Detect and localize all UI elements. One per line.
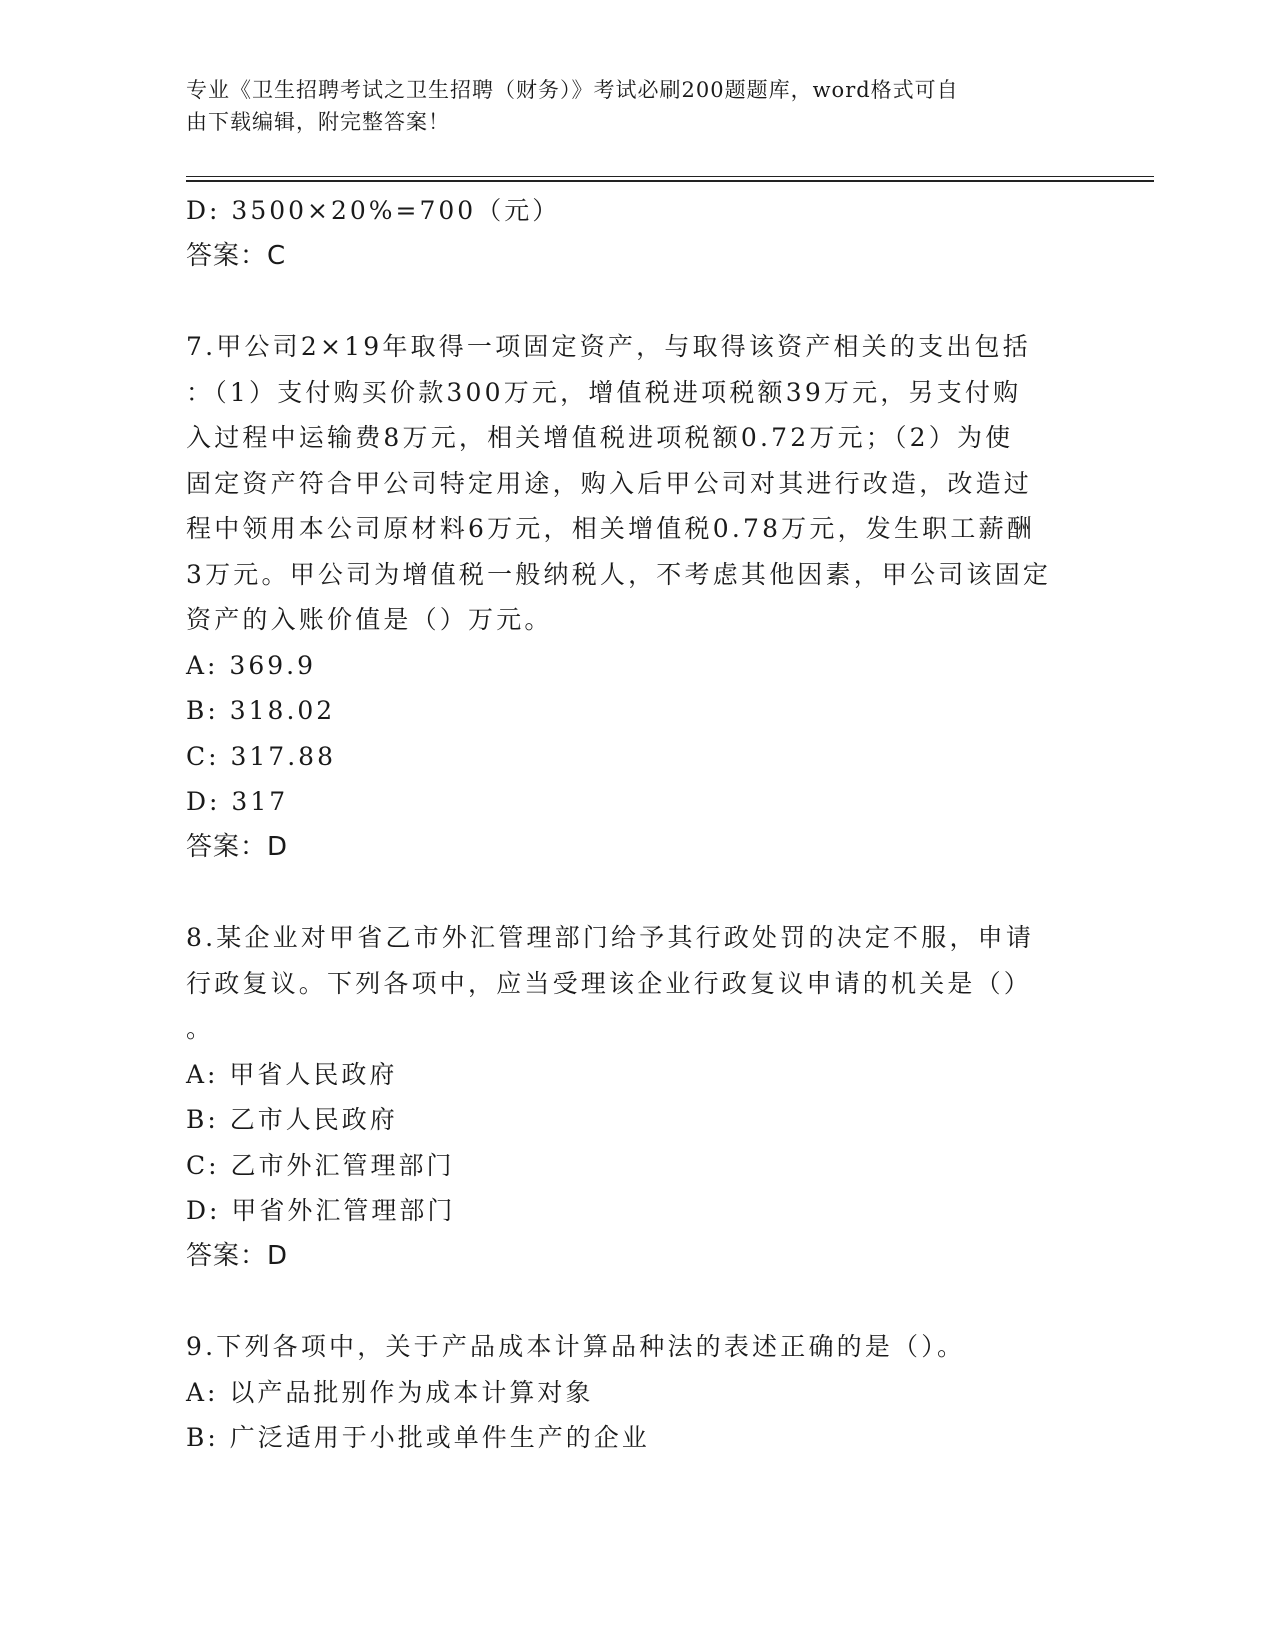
question-7-option-d: D: 317 xyxy=(186,787,289,816)
prev-answer: 答案：C xyxy=(186,240,287,271)
question-9-line-1: 9.下列各项中，关于产品成本计算品种法的表述正确的是（）。 xyxy=(186,1332,966,1361)
question-8 xyxy=(186,915,1086,1279)
question-7-line-5: 程中领用本公司原材料6万元，相关增值税0.78万元，发生职工薪酬 xyxy=(186,514,1035,543)
question-7-option-c: C: 317.88 xyxy=(186,741,336,771)
question-7-answer: 答案：D xyxy=(186,831,289,862)
question-8-option-b: B: 乙市人民政府 xyxy=(186,1105,398,1134)
prev-option-d: D: 3500×20%=700（元） xyxy=(186,196,561,225)
question-7-line-1: 7.甲公司2×19年取得一项固定资产，与取得该资产相关的支出包括 xyxy=(186,332,1031,361)
header-divider-thin xyxy=(186,176,1154,177)
document-header xyxy=(186,74,1086,138)
question-7-option-b: B: 318.02 xyxy=(186,696,336,725)
question-8-option-a: A: 甲省人民政府 xyxy=(186,1059,398,1089)
question-8-line-2: 行政复议。下列各项中，应当受理该企业行政复议申请的机关是（） xyxy=(186,968,1033,998)
header-line-1: 专业《卫生招聘考试之卫生招聘（财务）》考试必刷200题题库，word格式可自 xyxy=(186,78,959,102)
question-7-line-6: 3万元。甲公司为增值税一般纳税人，不考虑其他因素，甲公司该固定 xyxy=(186,559,1052,589)
spacer xyxy=(186,1279,1086,1324)
question-9 xyxy=(186,1324,1086,1461)
question-8-line-3: 。 xyxy=(186,1014,215,1043)
question-8-line-1: 8.某企业对甲省乙市外汇管理部门给予其行政处罚的决定不服，申请 xyxy=(186,923,1035,952)
question-8-option-d: D: 甲省外汇管理部门 xyxy=(186,1196,456,1225)
question-7-line-2: ：（1）支付购买价款300万元，增值税进项税额39万元，另支付购 xyxy=(186,377,1022,407)
header-line-2: 由下载编辑，附完整答案！ xyxy=(186,110,450,134)
header-divider-thick xyxy=(186,180,1154,182)
document-body xyxy=(186,188,1086,1461)
spacer xyxy=(186,870,1086,915)
question-7-line-7: 资产的入账价值是（）万元。 xyxy=(186,605,553,634)
question-8-answer: 答案：D xyxy=(186,1240,289,1271)
question-7 xyxy=(186,324,1086,870)
spacer xyxy=(186,279,1086,324)
question-7-line-4: 固定资产符合甲公司特定用途，购入后甲公司对其进行改造，改造过 xyxy=(186,468,1033,498)
question-9-option-a: A: 以产品批别作为成本计算对象 xyxy=(186,1377,594,1407)
question-7-line-3: 入过程中运输费8万元，相关增值税进项税额0.72万元；（2）为使 xyxy=(186,423,1014,452)
question-8-option-c: C: 乙市外汇管理部门 xyxy=(186,1150,455,1180)
question-7-option-a: A: 369.9 xyxy=(186,650,316,680)
question-9-option-b: B: 广泛适用于小批或单件生产的企业 xyxy=(186,1423,650,1452)
